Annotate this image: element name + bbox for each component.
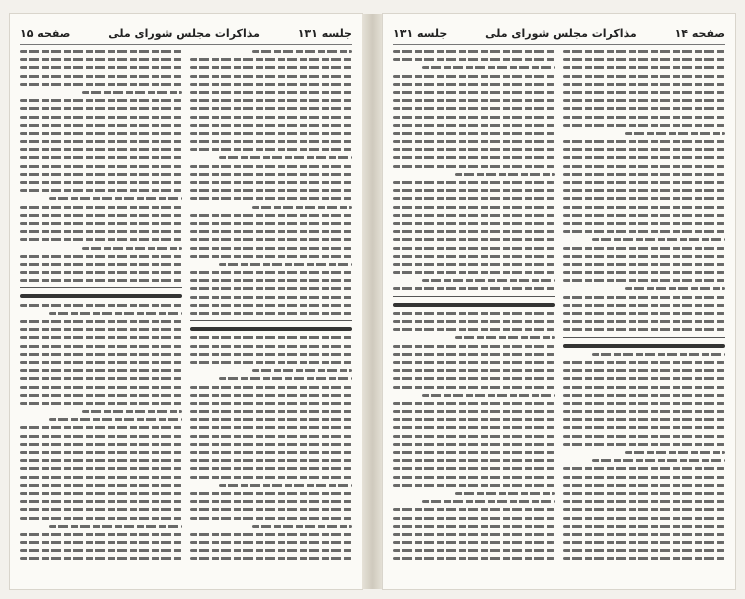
text-line-placeholder (20, 50, 182, 53)
text-line-placeholder (563, 206, 725, 209)
text-line-placeholder (82, 91, 182, 94)
text-line-placeholder (563, 386, 725, 389)
text-line-placeholder (563, 181, 725, 184)
text-line-placeholder (190, 66, 352, 69)
text-line-placeholder (190, 386, 352, 389)
text-line-placeholder (393, 361, 555, 364)
text-line-placeholder (563, 107, 725, 110)
text-line-placeholder (625, 287, 725, 290)
text-line-placeholder (563, 279, 725, 282)
text-line-placeholder (393, 312, 555, 315)
text-line-placeholder (20, 328, 182, 331)
right-page-column-right (563, 50, 725, 577)
text-line-placeholder (422, 66, 555, 69)
text-line-placeholder (20, 66, 182, 69)
text-line-placeholder (563, 304, 725, 307)
text-line-placeholder (563, 549, 725, 552)
left-page-columns (20, 50, 352, 577)
text-line-placeholder (190, 451, 352, 454)
text-line-placeholder (563, 230, 725, 233)
text-line-placeholder (190, 222, 352, 225)
text-line-placeholder (190, 492, 352, 495)
text-line-placeholder (190, 557, 352, 560)
text-line-placeholder (20, 386, 182, 389)
text-line-placeholder (563, 156, 725, 159)
text-line-placeholder (563, 484, 725, 487)
text-line-placeholder (20, 189, 182, 192)
right-page (383, 14, 735, 589)
text-line-placeholder (563, 517, 725, 520)
text-line-placeholder (190, 271, 352, 274)
text-line-placeholder (563, 500, 725, 503)
text-line-placeholder (563, 557, 725, 560)
text-line-placeholder (563, 328, 725, 331)
text-line-placeholder (190, 327, 352, 331)
text-line-placeholder (190, 296, 352, 299)
text-line-placeholder (563, 58, 725, 61)
left-page-header (20, 22, 352, 45)
text-line-placeholder (252, 206, 352, 209)
text-line-placeholder (190, 541, 352, 544)
text-line-placeholder (563, 476, 725, 479)
text-line-placeholder (20, 426, 182, 429)
section-rule (190, 320, 352, 321)
text-line-placeholder (393, 50, 555, 53)
text-line-placeholder (20, 320, 182, 323)
text-line-placeholder (190, 247, 352, 250)
text-line-placeholder (20, 165, 182, 168)
text-line-placeholder (563, 173, 725, 176)
text-line-placeholder (190, 476, 352, 479)
text-line-placeholder (190, 467, 352, 470)
text-line-placeholder (563, 148, 725, 151)
text-line-placeholder (393, 303, 555, 307)
text-line-placeholder (563, 418, 725, 421)
text-line-placeholder (563, 402, 725, 405)
text-line-placeholder (20, 394, 182, 397)
text-line-placeholder (20, 549, 182, 552)
text-line-placeholder (20, 75, 182, 78)
text-line-placeholder (190, 99, 352, 102)
text-line-placeholder (393, 206, 555, 209)
right-session-label: جلسه ۱۳۱ (393, 26, 448, 40)
text-line-placeholder (190, 214, 352, 217)
left-page-column-left (20, 50, 182, 577)
text-line-placeholder (393, 271, 555, 274)
text-line-placeholder (20, 124, 182, 127)
text-line-placeholder (20, 132, 182, 135)
text-line-placeholder (20, 345, 182, 348)
section-rule (563, 337, 725, 338)
text-line-placeholder (20, 271, 182, 274)
text-line-placeholder (563, 116, 725, 119)
text-line-placeholder (190, 443, 352, 446)
text-line-placeholder (563, 140, 725, 143)
text-line-placeholder (563, 214, 725, 217)
text-line-placeholder (20, 263, 182, 266)
text-line-placeholder (563, 66, 725, 69)
text-line-placeholder (393, 410, 555, 413)
text-line-placeholder (625, 451, 725, 454)
text-line-placeholder (20, 173, 182, 176)
text-line-placeholder (20, 484, 182, 487)
text-line-placeholder (20, 116, 182, 119)
left-page-column-right (190, 50, 352, 577)
text-line-placeholder (190, 238, 352, 241)
text-line-placeholder (563, 435, 725, 438)
text-line-placeholder (49, 197, 182, 200)
text-line-placeholder (190, 107, 352, 110)
text-line-placeholder (563, 508, 725, 511)
text-line-placeholder (20, 402, 182, 405)
text-line-placeholder (190, 279, 352, 282)
text-line-placeholder (563, 361, 725, 364)
text-line-placeholder (563, 467, 725, 470)
text-line-placeholder (563, 50, 725, 53)
text-line-placeholder (20, 467, 182, 470)
text-line-placeholder (190, 336, 352, 339)
text-line-placeholder (219, 156, 352, 159)
text-line-placeholder (393, 377, 555, 380)
text-line-placeholder (563, 197, 725, 200)
text-line-placeholder (393, 165, 555, 168)
book-gutter (362, 14, 383, 589)
text-line-placeholder (422, 279, 555, 282)
text-line-placeholder (563, 263, 725, 266)
text-line-placeholder (20, 557, 182, 560)
section-rule (20, 287, 182, 288)
text-line-placeholder (393, 247, 555, 250)
text-line-placeholder (190, 435, 352, 438)
text-line-placeholder (49, 418, 182, 421)
text-line-placeholder (393, 287, 555, 290)
text-line-placeholder (190, 83, 352, 86)
text-line-placeholder (563, 271, 725, 274)
text-line-placeholder (20, 279, 182, 282)
text-line-placeholder (393, 230, 555, 233)
text-line-placeholder (190, 140, 352, 143)
text-line-placeholder (563, 124, 725, 127)
text-line-placeholder (393, 124, 555, 127)
text-line-placeholder (252, 369, 352, 372)
text-line-placeholder (393, 320, 555, 323)
text-line-placeholder (393, 533, 555, 536)
text-line-placeholder (20, 459, 182, 462)
text-line-placeholder (190, 394, 352, 397)
text-line-placeholder (422, 500, 555, 503)
text-line-placeholder (190, 58, 352, 61)
text-line-placeholder (190, 116, 352, 119)
text-line-placeholder (190, 402, 352, 405)
text-line-placeholder (190, 255, 352, 258)
text-line-placeholder (82, 247, 182, 250)
text-line-placeholder (20, 353, 182, 356)
text-line-placeholder (82, 410, 182, 413)
text-line-placeholder (20, 294, 182, 298)
text-line-placeholder (393, 116, 555, 119)
text-line-placeholder (20, 83, 182, 86)
text-line-placeholder (252, 525, 352, 528)
text-line-placeholder (393, 451, 555, 454)
text-line-placeholder (20, 230, 182, 233)
text-line-placeholder (563, 541, 725, 544)
text-line-placeholder (20, 238, 182, 241)
text-line-placeholder (563, 410, 725, 413)
text-line-placeholder (393, 369, 555, 372)
text-line-placeholder (563, 533, 725, 536)
text-line-placeholder (393, 353, 555, 356)
text-line-placeholder (625, 132, 725, 135)
text-line-placeholder (393, 75, 555, 78)
left-page (10, 14, 362, 589)
text-line-placeholder (20, 304, 182, 307)
text-line-placeholder (393, 99, 555, 102)
right-page-column-left (393, 50, 555, 577)
right-page-columns (393, 50, 725, 577)
text-line-placeholder (190, 426, 352, 429)
text-line-placeholder (219, 377, 352, 380)
text-line-placeholder (563, 83, 725, 86)
text-line-placeholder (20, 99, 182, 102)
text-line-placeholder (563, 492, 725, 495)
text-line-placeholder (252, 50, 352, 53)
text-line-placeholder (393, 435, 555, 438)
text-line-placeholder (393, 484, 555, 487)
text-line-placeholder (190, 165, 352, 168)
text-line-placeholder (190, 197, 352, 200)
text-line-placeholder (393, 443, 555, 446)
text-line-placeholder (190, 181, 352, 184)
text-line-placeholder (393, 222, 555, 225)
text-line-placeholder (455, 336, 555, 339)
text-line-placeholder (393, 181, 555, 184)
text-line-placeholder (20, 541, 182, 544)
text-line-placeholder (190, 304, 352, 307)
text-line-placeholder (20, 148, 182, 151)
text-line-placeholder (190, 287, 352, 290)
text-line-placeholder (190, 549, 352, 552)
text-line-placeholder (393, 525, 555, 528)
text-line-placeholder (190, 132, 352, 135)
text-line-placeholder (20, 255, 182, 258)
text-line-placeholder (20, 369, 182, 372)
text-line-placeholder (20, 377, 182, 380)
text-line-placeholder (393, 508, 555, 511)
text-line-placeholder (563, 426, 725, 429)
text-line-placeholder (49, 312, 182, 315)
text-line-placeholder (190, 173, 352, 176)
section-rule (393, 296, 555, 297)
text-line-placeholder (393, 132, 555, 135)
text-line-placeholder (563, 320, 725, 323)
text-line-placeholder (393, 467, 555, 470)
text-line-placeholder (592, 353, 725, 356)
text-line-placeholder (393, 418, 555, 421)
text-line-placeholder (393, 197, 555, 200)
text-line-placeholder (393, 238, 555, 241)
text-line-placeholder (393, 345, 555, 348)
text-line-placeholder (563, 222, 725, 225)
text-line-placeholder (563, 247, 725, 250)
text-line-placeholder (393, 214, 555, 217)
text-line-placeholder (455, 173, 555, 176)
text-line-placeholder (563, 296, 725, 299)
text-line-placeholder (563, 394, 725, 397)
text-line-placeholder (393, 263, 555, 266)
text-line-placeholder (20, 336, 182, 339)
text-line-placeholder (190, 124, 352, 127)
text-line-placeholder (393, 476, 555, 479)
text-line-placeholder (393, 189, 555, 192)
text-line-placeholder (20, 58, 182, 61)
right-page-header (393, 22, 725, 45)
text-line-placeholder (592, 459, 725, 462)
text-line-placeholder (190, 75, 352, 78)
right-running-title: مذاکرات مجلس شورای ملی (485, 26, 637, 40)
text-line-placeholder (190, 91, 352, 94)
text-line-placeholder (190, 508, 352, 511)
text-line-placeholder (393, 148, 555, 151)
text-line-placeholder (393, 426, 555, 429)
text-line-placeholder (393, 541, 555, 544)
left-session-label: جلسه ۱۳۱ (297, 26, 352, 40)
text-line-placeholder (563, 312, 725, 315)
text-line-placeholder (20, 443, 182, 446)
text-line-placeholder (393, 549, 555, 552)
text-line-placeholder (190, 459, 352, 462)
text-line-placeholder (190, 230, 352, 233)
text-line-placeholder (190, 353, 352, 356)
text-line-placeholder (219, 484, 352, 487)
text-line-placeholder (20, 222, 182, 225)
text-line-placeholder (20, 206, 182, 209)
text-line-placeholder (563, 189, 725, 192)
text-line-placeholder (393, 140, 555, 143)
text-line-placeholder (563, 525, 725, 528)
text-line-placeholder (20, 214, 182, 217)
text-line-placeholder (49, 525, 182, 528)
text-line-placeholder (20, 140, 182, 143)
text-line-placeholder (393, 58, 555, 61)
text-line-placeholder (20, 500, 182, 503)
text-line-placeholder (393, 402, 555, 405)
text-line-placeholder (190, 410, 352, 413)
text-line-placeholder (190, 189, 352, 192)
text-line-placeholder (563, 75, 725, 78)
text-line-placeholder (20, 156, 182, 159)
text-line-placeholder (563, 255, 725, 258)
text-line-placeholder (20, 435, 182, 438)
text-line-placeholder (563, 99, 725, 102)
text-line-placeholder (190, 418, 352, 421)
text-line-placeholder (393, 557, 555, 560)
text-line-placeholder (393, 107, 555, 110)
text-line-placeholder (190, 345, 352, 348)
left-page-number: صفحه ۱۵ (20, 26, 71, 40)
text-line-placeholder (20, 508, 182, 511)
text-line-placeholder (393, 255, 555, 258)
text-line-placeholder (563, 91, 725, 94)
text-line-placeholder (190, 517, 352, 520)
text-line-placeholder (563, 369, 725, 372)
text-line-placeholder (563, 344, 725, 348)
text-line-placeholder (393, 386, 555, 389)
text-line-placeholder (20, 361, 182, 364)
text-line-placeholder (20, 181, 182, 184)
text-line-placeholder (563, 443, 725, 446)
text-line-placeholder (190, 312, 352, 315)
text-line-placeholder (190, 148, 352, 151)
text-line-placeholder (190, 500, 352, 503)
text-line-placeholder (422, 394, 555, 397)
text-line-placeholder (393, 83, 555, 86)
text-line-placeholder (190, 361, 352, 364)
text-line-placeholder (20, 476, 182, 479)
text-line-placeholder (393, 156, 555, 159)
text-line-placeholder (563, 377, 725, 380)
text-line-placeholder (393, 459, 555, 462)
text-line-placeholder (592, 238, 725, 241)
text-line-placeholder (563, 165, 725, 168)
text-line-placeholder (219, 263, 352, 266)
text-line-placeholder (20, 451, 182, 454)
text-line-placeholder (20, 492, 182, 495)
text-line-placeholder (190, 533, 352, 536)
text-line-placeholder (455, 492, 555, 495)
text-line-placeholder (20, 533, 182, 536)
left-running-title: مذاکرات مجلس شورای ملی (108, 26, 260, 40)
text-line-placeholder (393, 328, 555, 331)
right-page-number: صفحه ۱۴ (674, 26, 725, 40)
text-line-placeholder (393, 91, 555, 94)
text-line-placeholder (20, 517, 182, 520)
text-line-placeholder (20, 107, 182, 110)
text-line-placeholder (393, 517, 555, 520)
